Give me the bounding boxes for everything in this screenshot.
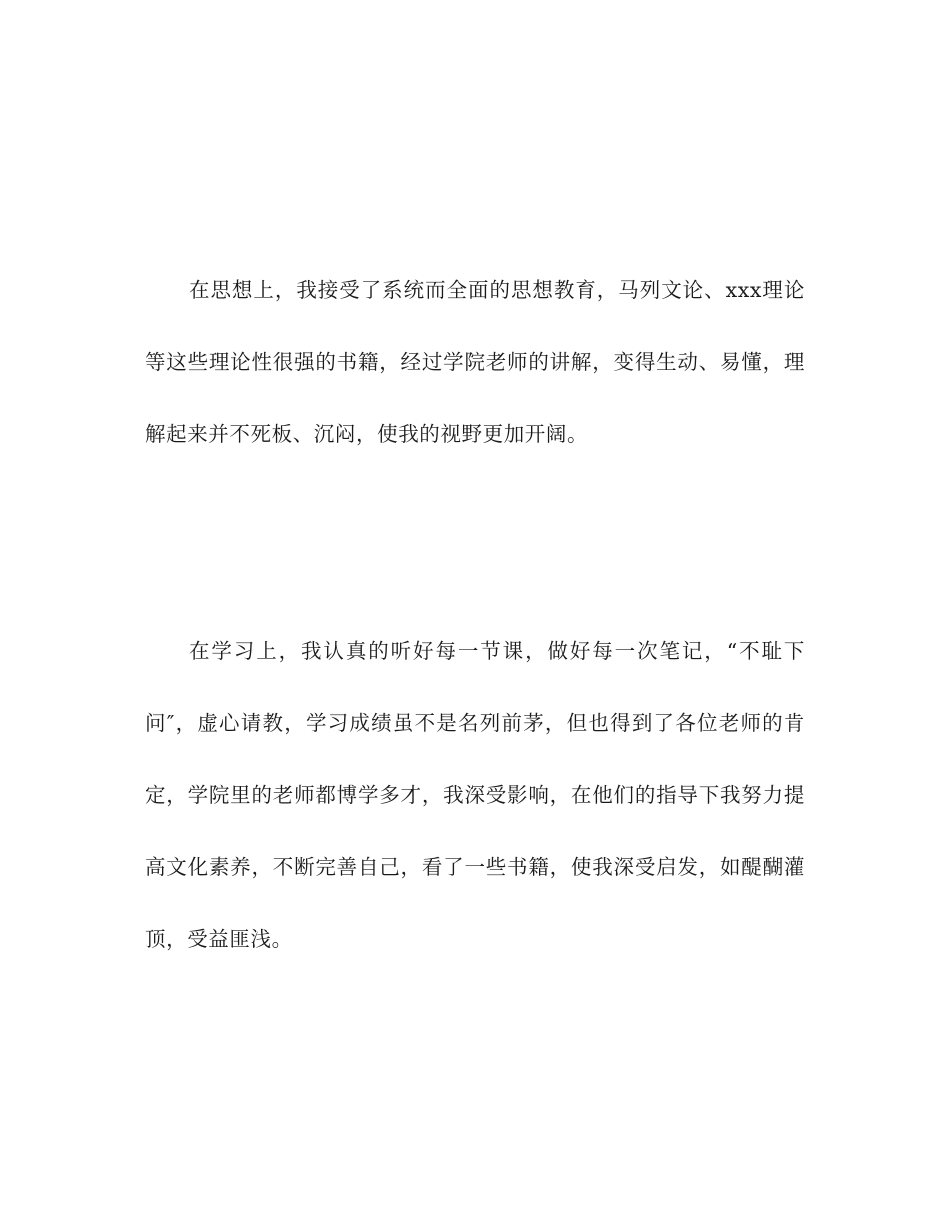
paragraph-study: 在学习上，我认真的听好每一节课，做好每一次笔记，“不耻下问″，虚心请教，学习成绩虽不是名列前茅，但也得到了各位老师的肯定，学院里的老师都博学多才，我深受影响，在他们的指导下我努力提高文化素养，不断完善自己，看了一些书籍，使我深受启发，如醍醐灌顶，受益匪浅。 [145,639,805,951]
paragraph-ideology: 在思想上，我接受了系统而全面的思想教育，马列文论、xxx理论等这些理论性很强的书籍，经过学院老师的讲解，变得生动、易懂，理解起来并不死板、沉闷，使我的视野更加开阔。 [145,278,805,446]
